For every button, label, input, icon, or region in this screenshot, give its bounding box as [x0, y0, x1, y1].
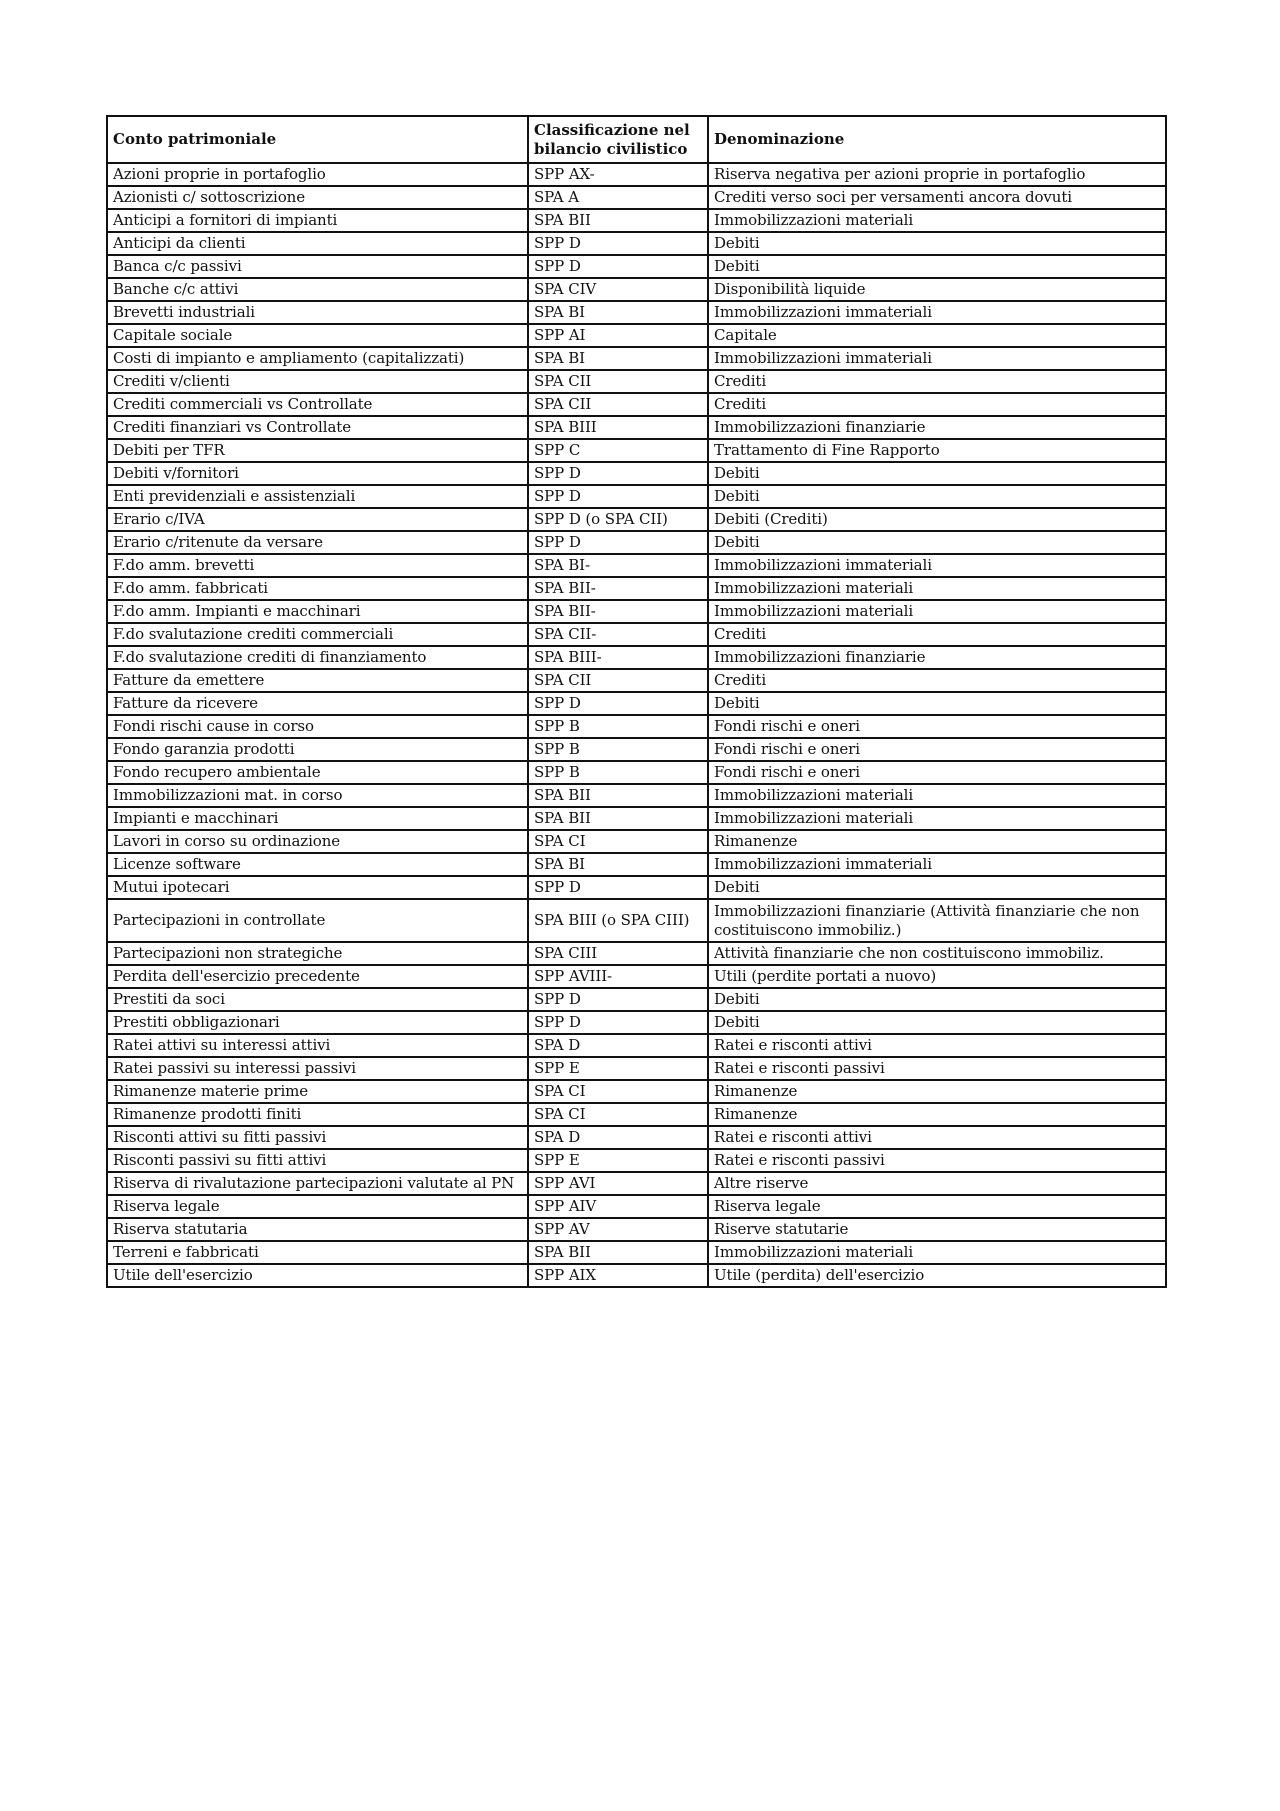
table-row [107, 646, 1166, 669]
cell-denominazione: Immobilizzazioni materiali [708, 1241, 1166, 1264]
cell-conto: Perdita dell'esercizio precedente [107, 965, 528, 988]
cell-conto: Crediti commerciali vs Controllate [107, 393, 528, 416]
cell-denominazione: Immobilizzazioni immateriali [708, 554, 1166, 577]
cell-classificazione: SPP D [528, 531, 708, 554]
cell-denominazione: Altre riserve [708, 1172, 1166, 1195]
cell-denominazione: Rimanenze [708, 830, 1166, 853]
cell-denominazione: Capitale [708, 324, 1166, 347]
cell-denominazione: Attività finanziarie che non costituiscono immobiliz. [708, 942, 1166, 965]
cell-conto: Anticipi da clienti [107, 232, 528, 255]
cell-classificazione: SPA CII- [528, 623, 708, 646]
table-row [107, 669, 1166, 692]
cell-conto: F.do amm. Impianti e macchinari [107, 600, 528, 623]
cell-denominazione: Immobilizzazioni materiali [708, 784, 1166, 807]
cell-conto: F.do amm. fabbricati [107, 577, 528, 600]
cell-conto: Licenze software [107, 853, 528, 876]
table-row [107, 232, 1166, 255]
cell-conto: Fondi rischi cause in corso [107, 715, 528, 738]
cell-denominazione: Fondi rischi e oneri [708, 761, 1166, 784]
cell-classificazione: SPP E [528, 1057, 708, 1080]
table-row [107, 1218, 1166, 1241]
cell-conto: Banca c/c passivi [107, 255, 528, 278]
cell-denominazione: Ratei e risconti attivi [708, 1034, 1166, 1057]
table-row [107, 853, 1166, 876]
header-classificazione: Classificazione nel bilancio civilistico [528, 116, 708, 163]
cell-conto: Brevetti industriali [107, 301, 528, 324]
table-row [107, 416, 1166, 439]
cell-conto: Prestiti obbligazionari [107, 1011, 528, 1034]
table-body [107, 163, 1166, 1287]
cell-classificazione: SPP B [528, 738, 708, 761]
cell-classificazione: SPA D [528, 1126, 708, 1149]
cell-classificazione: SPP D [528, 485, 708, 508]
cell-classificazione: SPP D [528, 988, 708, 1011]
cell-classificazione: SPA A [528, 186, 708, 209]
cell-conto: Fondo garanzia prodotti [107, 738, 528, 761]
table-row [107, 965, 1166, 988]
cell-classificazione: SPP AVIII- [528, 965, 708, 988]
cell-classificazione: SPA BII [528, 1241, 708, 1264]
cell-classificazione: SPA BIII [528, 416, 708, 439]
cell-denominazione: Immobilizzazioni materiali [708, 577, 1166, 600]
cell-classificazione: SPA BI- [528, 554, 708, 577]
cell-classificazione: SPA BI [528, 853, 708, 876]
table-row [107, 600, 1166, 623]
cell-conto: Capitale sociale [107, 324, 528, 347]
cell-classificazione: SPP D [528, 462, 708, 485]
table-row [107, 508, 1166, 531]
cell-classificazione: SPA BII- [528, 577, 708, 600]
cell-conto: Ratei passivi su interessi passivi [107, 1057, 528, 1080]
header-conto-patrimoniale: Conto patrimoniale [107, 116, 528, 163]
cell-conto: Utile dell'esercizio [107, 1264, 528, 1287]
cell-denominazione: Debiti [708, 692, 1166, 715]
table-row [107, 255, 1166, 278]
table-row [107, 393, 1166, 416]
table-row [107, 784, 1166, 807]
cell-classificazione: SPP AIX [528, 1264, 708, 1287]
cell-conto: Riserva legale [107, 1195, 528, 1218]
cell-conto: Risconti passivi su fitti attivi [107, 1149, 528, 1172]
table-row [107, 531, 1166, 554]
cell-conto: Mutui ipotecari [107, 876, 528, 899]
cell-conto: Rimanenze materie prime [107, 1080, 528, 1103]
cell-denominazione: Utile (perdita) dell'esercizio [708, 1264, 1166, 1287]
table-row [107, 209, 1166, 232]
cell-classificazione: SPP D [528, 876, 708, 899]
cell-denominazione: Debiti [708, 255, 1166, 278]
cell-conto: Fatture da ricevere [107, 692, 528, 715]
cell-conto: Riserva di rivalutazione partecipazioni valutate al PN [107, 1172, 528, 1195]
cell-denominazione: Debiti [708, 988, 1166, 1011]
cell-denominazione: Crediti [708, 370, 1166, 393]
cell-denominazione: Debiti [708, 1011, 1166, 1034]
cell-denominazione: Debiti [708, 232, 1166, 255]
cell-classificazione: SPA CI [528, 1103, 708, 1126]
table-row [107, 554, 1166, 577]
cell-conto: Erario c/ritenute da versare [107, 531, 528, 554]
cell-denominazione: Utili (perdite portati a nuovo) [708, 965, 1166, 988]
table-row [107, 738, 1166, 761]
table-row [107, 1011, 1166, 1034]
cell-classificazione: SPA BII [528, 807, 708, 830]
cell-denominazione: Immobilizzazioni finanziarie (Attività finanziarie che non costituiscono immobiliz.) [708, 899, 1166, 942]
cell-denominazione: Rimanenze [708, 1080, 1166, 1103]
cell-classificazione: SPA BIII (o SPA CIII) [528, 899, 708, 942]
table-row [107, 439, 1166, 462]
table-row [107, 1264, 1166, 1287]
cell-classificazione: SPP D [528, 232, 708, 255]
cell-classificazione: SPA CII [528, 393, 708, 416]
cell-classificazione: SPP D (o SPA CII) [528, 508, 708, 531]
table-row [107, 1241, 1166, 1264]
cell-classificazione: SPA CII [528, 669, 708, 692]
cell-classificazione: SPP D [528, 1011, 708, 1034]
cell-conto: Rimanenze prodotti finiti [107, 1103, 528, 1126]
table-row [107, 1080, 1166, 1103]
cell-denominazione: Immobilizzazioni materiali [708, 600, 1166, 623]
table-row [107, 1103, 1166, 1126]
table-row [107, 1126, 1166, 1149]
accounts-classification-table [106, 115, 1167, 1288]
cell-conto: Debiti v/fornitori [107, 462, 528, 485]
table-row [107, 577, 1166, 600]
cell-conto: Lavori in corso su ordinazione [107, 830, 528, 853]
cell-denominazione: Crediti [708, 669, 1166, 692]
table-row [107, 186, 1166, 209]
table-row [107, 347, 1166, 370]
cell-classificazione: SPP B [528, 761, 708, 784]
cell-conto: Debiti per TFR [107, 439, 528, 462]
cell-conto: Ratei attivi su interessi attivi [107, 1034, 528, 1057]
cell-denominazione: Immobilizzazioni finanziarie [708, 416, 1166, 439]
cell-conto: Crediti finanziari vs Controllate [107, 416, 528, 439]
cell-classificazione: SPA CI [528, 830, 708, 853]
table-row [107, 830, 1166, 853]
cell-denominazione: Fondi rischi e oneri [708, 715, 1166, 738]
cell-denominazione: Trattamento di Fine Rapporto [708, 439, 1166, 462]
cell-denominazione: Crediti [708, 393, 1166, 416]
cell-classificazione: SPA D [528, 1034, 708, 1057]
cell-denominazione: Debiti [708, 531, 1166, 554]
cell-denominazione: Crediti verso soci per versamenti ancora dovuti [708, 186, 1166, 209]
cell-denominazione: Ratei e risconti passivi [708, 1149, 1166, 1172]
cell-conto: Azioni proprie in portafoglio [107, 163, 528, 186]
cell-denominazione: Debiti [708, 462, 1166, 485]
table-row [107, 324, 1166, 347]
cell-denominazione: Debiti (Crediti) [708, 508, 1166, 531]
cell-classificazione: SPA BI [528, 301, 708, 324]
table-row [107, 715, 1166, 738]
table-row [107, 876, 1166, 899]
cell-denominazione: Riserva legale [708, 1195, 1166, 1218]
cell-conto: Prestiti da soci [107, 988, 528, 1011]
cell-classificazione: SPP AVI [528, 1172, 708, 1195]
cell-denominazione: Immobilizzazioni materiali [708, 807, 1166, 830]
table-row [107, 370, 1166, 393]
table-row [107, 278, 1166, 301]
cell-conto: Anticipi a fornitori di impianti [107, 209, 528, 232]
table-row [107, 163, 1166, 186]
cell-conto: F.do amm. brevetti [107, 554, 528, 577]
cell-classificazione: SPP AX- [528, 163, 708, 186]
table-row [107, 623, 1166, 646]
cell-conto: F.do svalutazione crediti di finanziamento [107, 646, 528, 669]
cell-denominazione: Immobilizzazioni materiali [708, 209, 1166, 232]
table-row [107, 761, 1166, 784]
cell-classificazione: SPP B [528, 715, 708, 738]
cell-denominazione: Ratei e risconti passivi [708, 1057, 1166, 1080]
cell-denominazione: Immobilizzazioni immateriali [708, 853, 1166, 876]
cell-denominazione: Rimanenze [708, 1103, 1166, 1126]
cell-denominazione: Immobilizzazioni finanziarie [708, 646, 1166, 669]
cell-classificazione: SPA BII [528, 784, 708, 807]
table-row [107, 807, 1166, 830]
cell-classificazione: SPP AI [528, 324, 708, 347]
table-row [107, 692, 1166, 715]
cell-classificazione: SPP D [528, 692, 708, 715]
table-row [107, 988, 1166, 1011]
cell-denominazione: Debiti [708, 485, 1166, 508]
cell-denominazione: Immobilizzazioni immateriali [708, 301, 1166, 324]
table-row [107, 942, 1166, 965]
cell-classificazione: SPP E [528, 1149, 708, 1172]
table-row [107, 1172, 1166, 1195]
cell-classificazione: SPP C [528, 439, 708, 462]
cell-classificazione: SPP D [528, 255, 708, 278]
cell-denominazione: Crediti [708, 623, 1166, 646]
cell-denominazione: Riserva negativa per azioni proprie in portafoglio [708, 163, 1166, 186]
cell-conto: Banche c/c attivi [107, 278, 528, 301]
cell-classificazione: SPA BII- [528, 600, 708, 623]
cell-classificazione: SPP AIV [528, 1195, 708, 1218]
cell-conto: Fondo recupero ambientale [107, 761, 528, 784]
cell-conto: Partecipazioni non strategiche [107, 942, 528, 965]
table-row [107, 899, 1166, 942]
cell-denominazione: Ratei e risconti attivi [708, 1126, 1166, 1149]
cell-conto: Fatture da emettere [107, 669, 528, 692]
header-denominazione: Denominazione [708, 116, 1166, 163]
cell-conto: Impianti e macchinari [107, 807, 528, 830]
cell-conto: Crediti v/clienti [107, 370, 528, 393]
cell-classificazione: SPA CIV [528, 278, 708, 301]
cell-classificazione: SPP AV [528, 1218, 708, 1241]
cell-conto: F.do svalutazione crediti commerciali [107, 623, 528, 646]
cell-denominazione: Immobilizzazioni immateriali [708, 347, 1166, 370]
cell-conto: Terreni e fabbricati [107, 1241, 528, 1264]
cell-denominazione: Fondi rischi e oneri [708, 738, 1166, 761]
table-header-row [107, 116, 1166, 163]
cell-denominazione: Disponibilità liquide [708, 278, 1166, 301]
cell-classificazione: SPA CI [528, 1080, 708, 1103]
cell-conto: Riserva statutaria [107, 1218, 528, 1241]
cell-conto: Costi di impianto e ampliamento (capitalizzati) [107, 347, 528, 370]
cell-conto: Erario c/IVA [107, 508, 528, 531]
cell-classificazione: SPA BI [528, 347, 708, 370]
cell-classificazione: SPA CII [528, 370, 708, 393]
cell-conto: Partecipazioni in controllate [107, 899, 528, 942]
table-row [107, 1149, 1166, 1172]
cell-conto: Immobilizzazioni mat. in corso [107, 784, 528, 807]
cell-conto: Risconti attivi su fitti passivi [107, 1126, 528, 1149]
cell-conto: Azionisti c/ sottoscrizione [107, 186, 528, 209]
cell-denominazione: Debiti [708, 876, 1166, 899]
table-row [107, 1195, 1166, 1218]
table-row [107, 301, 1166, 324]
table-row [107, 462, 1166, 485]
document-sheet [106, 115, 1165, 1288]
table-row [107, 1034, 1166, 1057]
cell-classificazione: SPA BIII- [528, 646, 708, 669]
cell-denominazione: Riserve statutarie [708, 1218, 1166, 1241]
cell-classificazione: SPA CIII [528, 942, 708, 965]
table-row [107, 485, 1166, 508]
cell-conto: Enti previdenziali e assistenziali [107, 485, 528, 508]
cell-classificazione: SPA BII [528, 209, 708, 232]
table-row [107, 1057, 1166, 1080]
